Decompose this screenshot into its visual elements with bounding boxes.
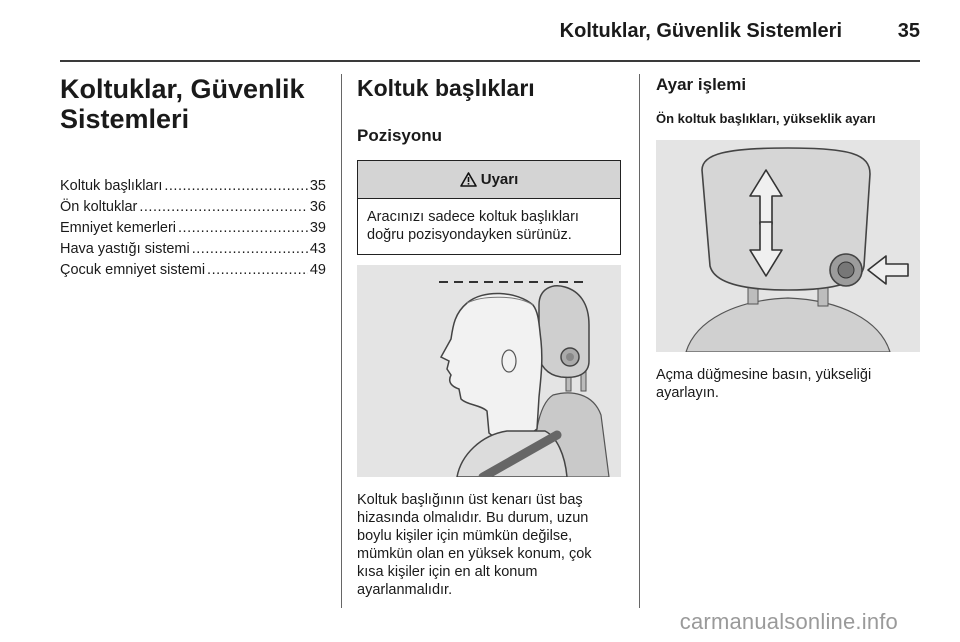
warning-triangle-icon (460, 172, 477, 187)
warning-text: Aracınızı sadece koltuk başlıkları doğru pozisyondayken sürünüz. (367, 209, 579, 243)
page-header (60, 0, 920, 62)
warning-box (357, 160, 621, 255)
toc-item[interactable] (60, 197, 326, 218)
toc-item[interactable] (60, 260, 326, 281)
toc-item[interactable] (60, 176, 326, 197)
toc-label: Emniyet kemerleri (60, 220, 177, 236)
watermark: carmanualsonline.info (679, 609, 898, 634)
toc-page: 36 (309, 199, 326, 215)
running-header-title: Koltuklar, Güvenlik Sistemleri (559, 20, 842, 42)
toc-leader-dots (192, 239, 308, 260)
toc-page: 43 (309, 241, 326, 257)
column-divider (341, 74, 342, 608)
section-title: Koltuk başlıkları (357, 75, 535, 101)
section-title: Ayar işlemi (656, 75, 747, 94)
warning-title: Uyarı (480, 171, 519, 188)
toc-label: Koltuk başlıkları (60, 178, 163, 194)
toc-page: 35 (309, 178, 326, 194)
toc-label: Ön koltuklar (60, 199, 138, 215)
toc-leader-dots (164, 176, 308, 197)
column-divider (639, 74, 640, 608)
head-restraint-position-illustration (357, 265, 621, 477)
head-restraint-adjustment-illustration (656, 140, 920, 352)
page-number: 35 (897, 20, 920, 42)
headrest-position-column (357, 74, 621, 599)
toc-item[interactable] (60, 239, 326, 260)
toc-page: 39 (309, 220, 326, 236)
toc-leader-dots (207, 260, 308, 281)
warning-header (358, 161, 620, 199)
toc-item[interactable] (60, 218, 326, 239)
figure-caption: Ön koltuk başlıkları, yükseklik ayarı (656, 111, 876, 126)
toc-leader-dots (139, 197, 307, 218)
toc-label: Çocuk emniyet sistemi (60, 262, 206, 278)
chapter-column (60, 74, 326, 281)
adjustment-instructions: Açma düğmesine basın, yükseliği ayarlayın. (656, 367, 872, 401)
positioning-instructions: Koltuk başlığının üst kenarı üst baş hizasında olmalıdır. Bu durum, uzun boylu kişiler için mümkün değilse, mümkün olan en yüksek konum, çok kısa kişiler için en alt konum ayarlanmalıdır. (357, 492, 592, 598)
subsection-title: Pozisyonu (357, 126, 443, 145)
toc-leader-dots (178, 218, 308, 239)
toc-label: Hava yastığı sistemi (60, 241, 190, 257)
adjustment-column (656, 74, 920, 402)
toc-page: 49 (309, 262, 326, 278)
table-of-contents (60, 176, 326, 281)
chapter-title: Koltuklar, Güvenlik Sistemleri (60, 74, 305, 134)
